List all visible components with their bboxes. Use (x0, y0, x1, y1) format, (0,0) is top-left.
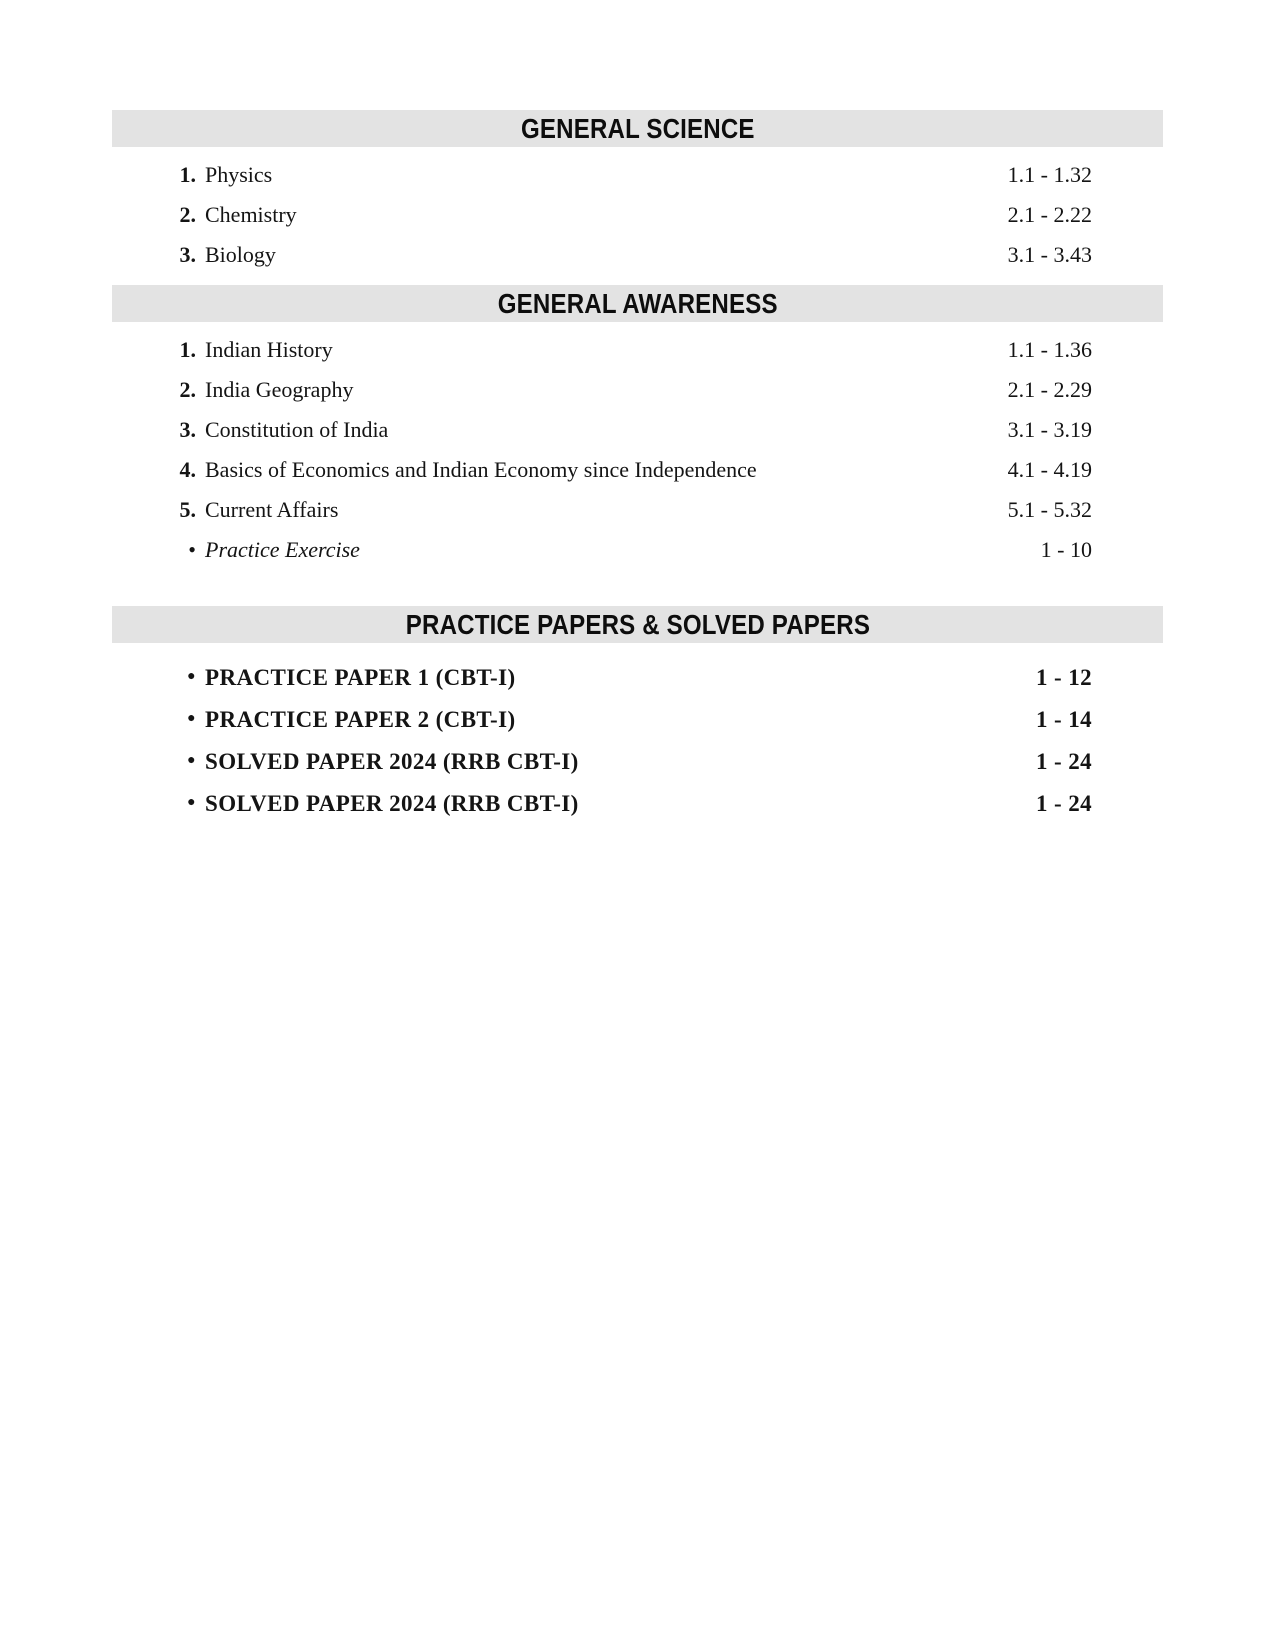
toc-item (112, 195, 1163, 235)
bullet-icon: ● (187, 795, 196, 810)
toc-item (112, 410, 1163, 450)
bullet-icon: ● (187, 669, 196, 684)
section-general-science (112, 110, 1163, 285)
item-pages: 1 - 10 (1040, 537, 1092, 562)
section-item-list (112, 322, 1163, 580)
item-title: PRACTICE PAPER 2 (CBT-I) (205, 707, 516, 732)
item-title: SOLVED PAPER 2024 (RRB CBT-I) (205, 749, 579, 774)
item-pages: 2.1 - 2.29 (1007, 377, 1092, 402)
toc-item (112, 490, 1163, 530)
section-general-awareness (112, 285, 1163, 580)
item-title: Basics of Economics and Indian Economy since Independence (205, 457, 757, 482)
toc-item (112, 699, 1163, 741)
item-number: 1. (179, 162, 196, 187)
item-pages: 2.1 - 2.22 (1007, 202, 1092, 227)
item-pages: 1.1 - 1.36 (1007, 337, 1092, 362)
item-pages: 1 - 24 (1035, 791, 1092, 816)
section-title: GENERAL AWARENESS (497, 287, 778, 319)
section-title: PRACTICE PAPERS & SOLVED PAPERS (405, 608, 870, 640)
item-title: Chemistry (205, 202, 297, 227)
item-number: 3. (179, 242, 196, 267)
section-practice-papers-solved-papers (112, 606, 1163, 825)
bullet-icon: ● (187, 711, 196, 726)
toc-item (112, 783, 1163, 825)
toc-item (112, 657, 1163, 699)
item-number: 2. (179, 202, 196, 227)
item-pages: 1 - 12 (1035, 665, 1092, 690)
toc-item (112, 330, 1163, 370)
bullet-icon: • (188, 537, 196, 562)
item-title: India Geography (205, 377, 354, 402)
section-item-list (112, 147, 1163, 285)
item-title: Biology (205, 242, 276, 267)
item-pages: 5.1 - 5.32 (1007, 497, 1092, 522)
toc-item (112, 235, 1163, 275)
section-header-bar (112, 606, 1163, 643)
item-title: Indian History (205, 337, 333, 362)
item-title: Practice Exercise (205, 537, 360, 562)
item-title: SOLVED PAPER 2024 (RRB CBT-I) (205, 791, 579, 816)
toc-item (112, 530, 1163, 570)
toc-item (112, 450, 1163, 490)
item-title: Constitution of India (205, 417, 389, 442)
item-title: PRACTICE PAPER 1 (CBT-I) (205, 665, 516, 690)
item-title: Physics (205, 162, 273, 187)
item-number: 4. (179, 457, 196, 482)
section-header-bar (112, 285, 1163, 322)
toc-item (112, 741, 1163, 783)
item-number: 1. (179, 337, 196, 362)
item-pages: 1 - 24 (1035, 749, 1092, 774)
section-header-bar (112, 110, 1163, 147)
item-pages: 4.1 - 4.19 (1007, 457, 1092, 482)
item-number: 5. (179, 497, 196, 522)
bullet-icon: ● (187, 753, 196, 768)
item-title: Current Affairs (205, 497, 339, 522)
toc-item (112, 155, 1163, 195)
section-title: GENERAL SCIENCE (520, 112, 755, 144)
section-item-list (112, 643, 1163, 825)
item-pages: 1 - 14 (1035, 707, 1092, 732)
item-pages: 3.1 - 3.43 (1007, 242, 1092, 267)
item-pages: 1.1 - 1.32 (1007, 162, 1092, 187)
toc-item (112, 370, 1163, 410)
item-pages: 3.1 - 3.19 (1007, 417, 1092, 442)
table-of-contents (112, 110, 1163, 825)
item-number: 3. (179, 417, 196, 442)
item-number: 2. (179, 377, 196, 402)
